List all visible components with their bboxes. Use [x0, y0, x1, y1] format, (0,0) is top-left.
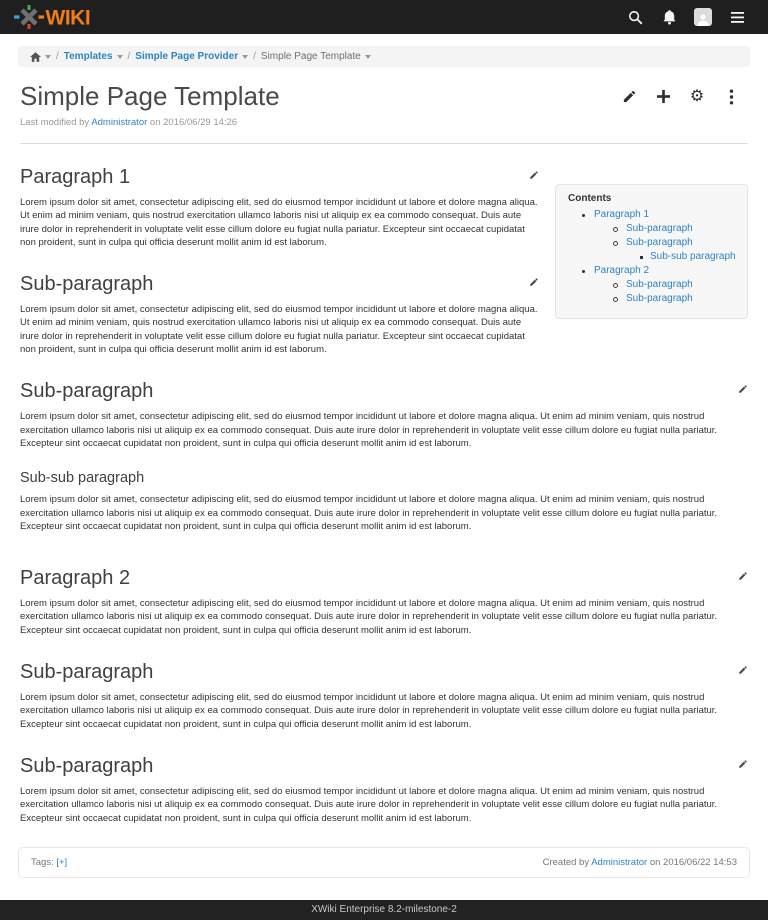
modified-user-link[interactable]: Administrator	[91, 117, 148, 128]
gear-icon: ⚙	[689, 87, 705, 105]
created-info	[543, 857, 737, 868]
notifications-button[interactable]	[652, 0, 686, 34]
drawer-menu-button[interactable]	[720, 0, 754, 34]
document-info	[20, 117, 748, 128]
toc-panel	[555, 184, 748, 319]
section-heading-text: Paragraph 2	[20, 567, 131, 590]
toc-link[interactable]: Paragraph 1	[594, 209, 650, 220]
section-paragraph: Lorem ipsum dolor sit amet, consectetur adipiscing elit, sed do eiusmod tempor incididunt ut labore et dolore magna aliqua. Ut enim ad minim veniam, quis nostrud exercitation ullamco laboris nisi ut aliquip ex ea commodo consequat. Duis aute irure dolor in reprehenderit in voluptate velit esse cillum dolore eu fugiat nulla pariatur. Excepteur sint occaecat cupidatat non proident, sunt in culpa qui officia deserunt mollit anim id est laborum.	[20, 494, 718, 532]
tags-label: Tags:	[31, 856, 54, 868]
toc-item	[568, 250, 737, 264]
home-icon	[30, 52, 41, 62]
section-paragraph: Lorem ipsum dolor sit amet, consectetur adipiscing elit, sed do eiusmod tempor incididunt ut labore et dolore magna aliqua. Ut enim ad minim veniam, quis nostrud exercitation ullamco laboris nisi ut aliquip ex ea commodo consequat. Duis aute irure dolor in reprehenderit in voluptate velit esse cillum dolore eu fugiat nulla pariatur. Excepteur sint occaecat cupidatat non proident, sunt in culpa qui officia deserunt mollit anim id est laborum.	[20, 692, 718, 730]
toc-link[interactable]: Sub-paragraph	[626, 279, 693, 290]
avatar	[694, 8, 712, 26]
section-heading	[20, 567, 748, 590]
section-paragraph: Lorem ipsum dolor sit amet, consectetur adipiscing elit, sed do eiusmod tempor incididunt ut labore et dolore magna aliqua. Ut enim ad minim veniam, quis nostrud exercitation ullamco laboris nisi ut aliquip ex ea commodo consequat. Duis aute irure dolor in reprehenderit in voluptate velit esse cillum dolore eu fugiat nulla pariatur. Excepteur sint occaecat cupidatat non proident, sunt in culpa qui officia deserunt mollit anim id est laborum.	[20, 304, 538, 356]
logo-word: WIKI	[45, 6, 91, 29]
pencil-icon	[738, 384, 748, 394]
breadcrumb-separator: /	[56, 51, 59, 62]
toc-link[interactable]: Sub-paragraph	[626, 293, 693, 304]
content-section	[20, 470, 748, 533]
section-paragraph: Lorem ipsum dolor sit amet, consectetur adipiscing elit, sed do eiusmod tempor incididunt ut labore et dolore magna aliqua. Ut enim ad minim veniam, quis nostrud exercitation ullamco laboris nisi ut aliquip ex ea commodo consequat. Duis aute irure dolor in reprehenderit in voluptate velit esse cillum dolore eu fugiat nulla pariatur. Excepteur sint occaecat cupidatat non proident, sunt in culpa qui officia deserunt mollit anim id est laborum.	[20, 197, 538, 248]
section-heading	[20, 755, 748, 778]
content-section	[20, 380, 748, 450]
section-edit-button[interactable]	[738, 384, 748, 394]
pencil-icon	[529, 277, 539, 287]
toc-item	[568, 264, 737, 278]
section-paragraph: Lorem ipsum dolor sit amet, consectetur adipiscing elit, sed do eiusmod tempor incididunt ut labore et dolore magna aliqua. Ut enim ad minim veniam, quis nostrud exercitation ullamco laboris nisi ut aliquip ex ea commodo consequat. Duis aute irure dolor in reprehenderit in voluptate velit esse cillum dolore eu fugiat nulla pariatur. Excepteur sint occaecat cupidatat non proident, sunt in culpa qui officia deserunt mollit anim id est laborum.	[20, 411, 718, 449]
more-actions-button[interactable]	[714, 84, 748, 110]
toc-item	[568, 236, 737, 250]
content-section	[20, 661, 748, 731]
section-heading-text: Sub-paragraph	[20, 380, 154, 403]
document-footer	[18, 847, 750, 878]
pencil-icon	[738, 759, 748, 769]
section-heading-text: Sub-paragraph	[20, 661, 154, 684]
navbar-actions	[618, 0, 754, 34]
tags-area	[31, 857, 67, 868]
toc-link[interactable]: Sub-paragraph	[626, 223, 693, 234]
breadcrumb	[18, 46, 750, 67]
toc-list	[568, 208, 737, 306]
toc-item	[568, 222, 737, 236]
page-title: Simple Page Template	[20, 81, 280, 111]
search-button[interactable]	[618, 0, 652, 34]
version-text: XWiki Enterprise 8.2-milestone-2	[311, 903, 457, 915]
created-prefix: Created by	[542, 856, 590, 868]
toc-title: Contents	[568, 193, 612, 204]
section-heading-text: Sub-paragraph	[20, 273, 154, 296]
section-edit-button[interactable]	[529, 277, 539, 287]
chevron-down-icon[interactable]	[117, 55, 123, 59]
breadcrumb-simple-page-provider[interactable]: Simple Page Provider	[135, 51, 239, 62]
search-icon	[628, 10, 643, 25]
breadcrumb-separator: /	[253, 51, 256, 62]
chevron-down-icon[interactable]	[45, 55, 51, 59]
bell-icon	[662, 9, 677, 25]
breadcrumb-separator: /	[127, 51, 131, 62]
create-button[interactable]	[646, 84, 680, 110]
xwiki-logo[interactable]	[14, 5, 102, 29]
created-user-link[interactable]: Administrator	[591, 856, 648, 868]
section-edit-button[interactable]	[529, 170, 539, 180]
pencil-icon	[622, 89, 637, 104]
toc-link[interactable]: Paragraph 2	[594, 265, 650, 276]
page-actions	[612, 84, 748, 110]
modified-prefix: Last modified by	[20, 117, 90, 128]
section-edit-button[interactable]	[738, 665, 748, 675]
user-menu-button[interactable]	[686, 0, 720, 34]
section-heading	[20, 380, 748, 403]
add-tag-button[interactable]: [+]	[56, 856, 68, 868]
section-heading-text: Sub-sub paragraph	[20, 470, 145, 487]
title-divider	[20, 143, 748, 144]
breadcrumb-current-page: Simple Page Template	[260, 51, 361, 62]
version-bar	[0, 900, 768, 920]
vertical-ellipsis-icon	[729, 89, 734, 105]
xwiki-logo-icon	[14, 5, 102, 29]
pencil-icon	[738, 665, 748, 675]
section-heading	[20, 470, 748, 486]
edit-button[interactable]	[612, 84, 646, 110]
user-avatar-icon	[696, 12, 710, 26]
section-heading-text: Paragraph 1	[20, 166, 131, 188]
modified-suffix: on 2016/06/29 14:26	[149, 117, 238, 128]
section-paragraph: Lorem ipsum dolor sit amet, consectetur adipiscing elit, sed do eiusmod tempor incididunt ut labore et dolore magna aliqua. Ut enim ad minim veniam, quis nostrud exercitation ullamco laboris nisi ut aliquip ex ea commodo consequat. Duis aute irure dolor in reprehenderit in voluptate velit esse cillum dolore eu fugiat nulla pariatur. Excepteur sint occaecat cupidatat non proident, sunt in culpa qui officia deserunt mollit anim id est laborum.	[20, 785, 718, 824]
section-heading	[20, 661, 748, 684]
pencil-icon	[738, 571, 748, 581]
toc-link[interactable]: Sub-sub paragraph	[650, 251, 736, 262]
section-edit-button[interactable]	[738, 571, 748, 581]
settings-button[interactable]	[680, 84, 714, 110]
chevron-down-icon[interactable]	[365, 55, 371, 59]
document-body	[20, 166, 748, 825]
content-section	[20, 755, 748, 825]
toc-item	[568, 292, 737, 306]
section-edit-button[interactable]	[738, 759, 748, 769]
content-section	[20, 567, 748, 637]
toc-link[interactable]: Sub-paragraph	[626, 237, 693, 248]
plus-icon	[656, 89, 671, 104]
top-navbar	[0, 0, 768, 34]
main-content	[0, 81, 768, 825]
breadcrumb-home[interactable]	[30, 52, 41, 62]
toc-item	[568, 278, 737, 292]
section-paragraph: Lorem ipsum dolor sit amet, consectetur adipiscing elit, sed do eiusmod tempor incididunt ut labore et dolore magna aliqua. Ut enim ad minim veniam, quis nostrud exercitation ullamco laboris nisi ut aliquip ex ea commodo consequat. Duis aute irure dolor in reprehenderit in voluptate velit esse cillum dolore eu fugiat nulla pariatur. Excepteur sint occaecat cupidatat non proident, sunt in culpa qui officia deserunt mollit anim id est laborum.	[20, 598, 718, 636]
section-heading-text: Sub-paragraph	[20, 754, 154, 777]
chevron-down-icon[interactable]	[242, 55, 248, 59]
pencil-icon	[529, 170, 539, 180]
breadcrumb-templates[interactable]: Templates	[63, 51, 113, 62]
created-suffix: on 2016/06/22 14:53	[649, 856, 737, 868]
hamburger-icon	[731, 12, 744, 23]
toc-item	[568, 208, 737, 222]
